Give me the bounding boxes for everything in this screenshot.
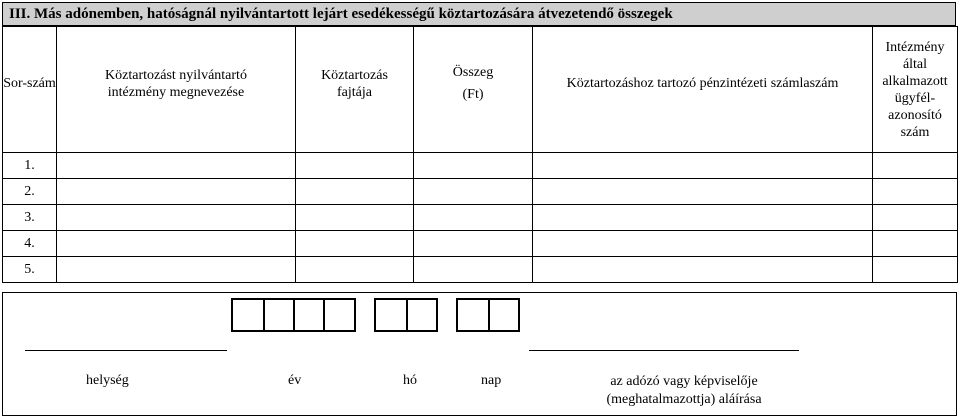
year-digit-box[interactable]	[293, 300, 323, 330]
signer-caption	[574, 373, 794, 409]
row-number: 3.	[3, 205, 57, 231]
account-number-cell[interactable]	[533, 257, 873, 283]
debt-type-cell[interactable]	[296, 205, 414, 231]
day-label: nap	[481, 373, 502, 388]
header-row-number-text: Sor-szám	[3, 76, 56, 91]
header-account-number	[533, 27, 873, 153]
header-amount-unit: (Ft)	[462, 86, 484, 102]
amount-cell[interactable]	[414, 257, 533, 283]
account-number-cell[interactable]	[533, 205, 873, 231]
debt-type-cell[interactable]	[296, 231, 414, 257]
day-digit-box[interactable]	[458, 300, 488, 330]
header-amount	[414, 27, 533, 153]
signature-line[interactable]	[529, 350, 799, 351]
amount-cell[interactable]	[414, 205, 533, 231]
table-row	[3, 257, 958, 283]
header-debt-type	[296, 27, 414, 153]
debt-type-cell[interactable]	[296, 257, 414, 283]
header-client-id	[873, 27, 958, 153]
row-number: 1.	[3, 153, 57, 179]
account-number-cell[interactable]	[533, 179, 873, 205]
year-digit-box[interactable]	[323, 300, 353, 330]
header-institution-name-text: Köztartozást nyilvántartó intézmény megnevezése	[105, 67, 247, 100]
row-number: 4.	[3, 231, 57, 257]
client-id-cell[interactable]	[873, 205, 958, 231]
row-number: 2.	[3, 179, 57, 205]
header-debt-type-text: Köztartozás fajtája	[321, 67, 388, 100]
account-number-cell[interactable]	[533, 231, 873, 257]
header-institution-name	[57, 27, 296, 153]
institution-name-cell[interactable]	[57, 257, 296, 283]
table-row	[3, 179, 958, 205]
row-number: 5.	[3, 257, 57, 283]
amount-cell[interactable]	[414, 153, 533, 179]
section-title: III. Más adónemben, hatóságnál nyilvántartott lejárt esedékességű köztartozására átvezetendő összegek	[2, 2, 956, 26]
amount-cell[interactable]	[414, 231, 533, 257]
place-label: helység	[86, 373, 129, 388]
header-client-id-text: Intézmény által alkalmazott ügyfél-azonosító szám	[882, 39, 948, 140]
header-row-number	[3, 27, 57, 153]
signer-caption-line1: az adózó vagy képviselője	[610, 374, 758, 389]
account-number-cell[interactable]	[533, 153, 873, 179]
month-digit-box[interactable]	[406, 300, 436, 330]
year-digit-box[interactable]	[233, 300, 263, 330]
institution-name-cell[interactable]	[57, 179, 296, 205]
institution-name-cell[interactable]	[57, 205, 296, 231]
day-boxes	[456, 298, 520, 332]
month-label: hó	[403, 373, 417, 388]
table-row	[3, 153, 958, 179]
table-row	[3, 205, 958, 231]
institution-name-cell[interactable]	[57, 153, 296, 179]
client-id-cell[interactable]	[873, 231, 958, 257]
month-boxes	[374, 298, 438, 332]
debt-type-cell[interactable]	[296, 153, 414, 179]
header-account-number-text: Köztartozáshoz tartozó pénzintézeti számlaszám	[566, 76, 839, 91]
debt-table	[2, 26, 958, 283]
debt-type-cell[interactable]	[296, 179, 414, 205]
day-digit-box[interactable]	[488, 300, 518, 330]
client-id-cell[interactable]	[873, 153, 958, 179]
client-id-cell[interactable]	[873, 179, 958, 205]
client-id-cell[interactable]	[873, 257, 958, 283]
year-digit-box[interactable]	[263, 300, 293, 330]
year-label: év	[288, 373, 302, 388]
table-row	[3, 231, 958, 257]
signer-caption-line2: (meghatalmazottja) aláírása	[606, 392, 762, 407]
place-line[interactable]	[25, 350, 227, 351]
month-digit-box[interactable]	[376, 300, 406, 330]
header-amount-label: Összeg	[452, 64, 494, 80]
year-boxes	[231, 298, 356, 332]
amount-cell[interactable]	[414, 179, 533, 205]
institution-name-cell[interactable]	[57, 231, 296, 257]
